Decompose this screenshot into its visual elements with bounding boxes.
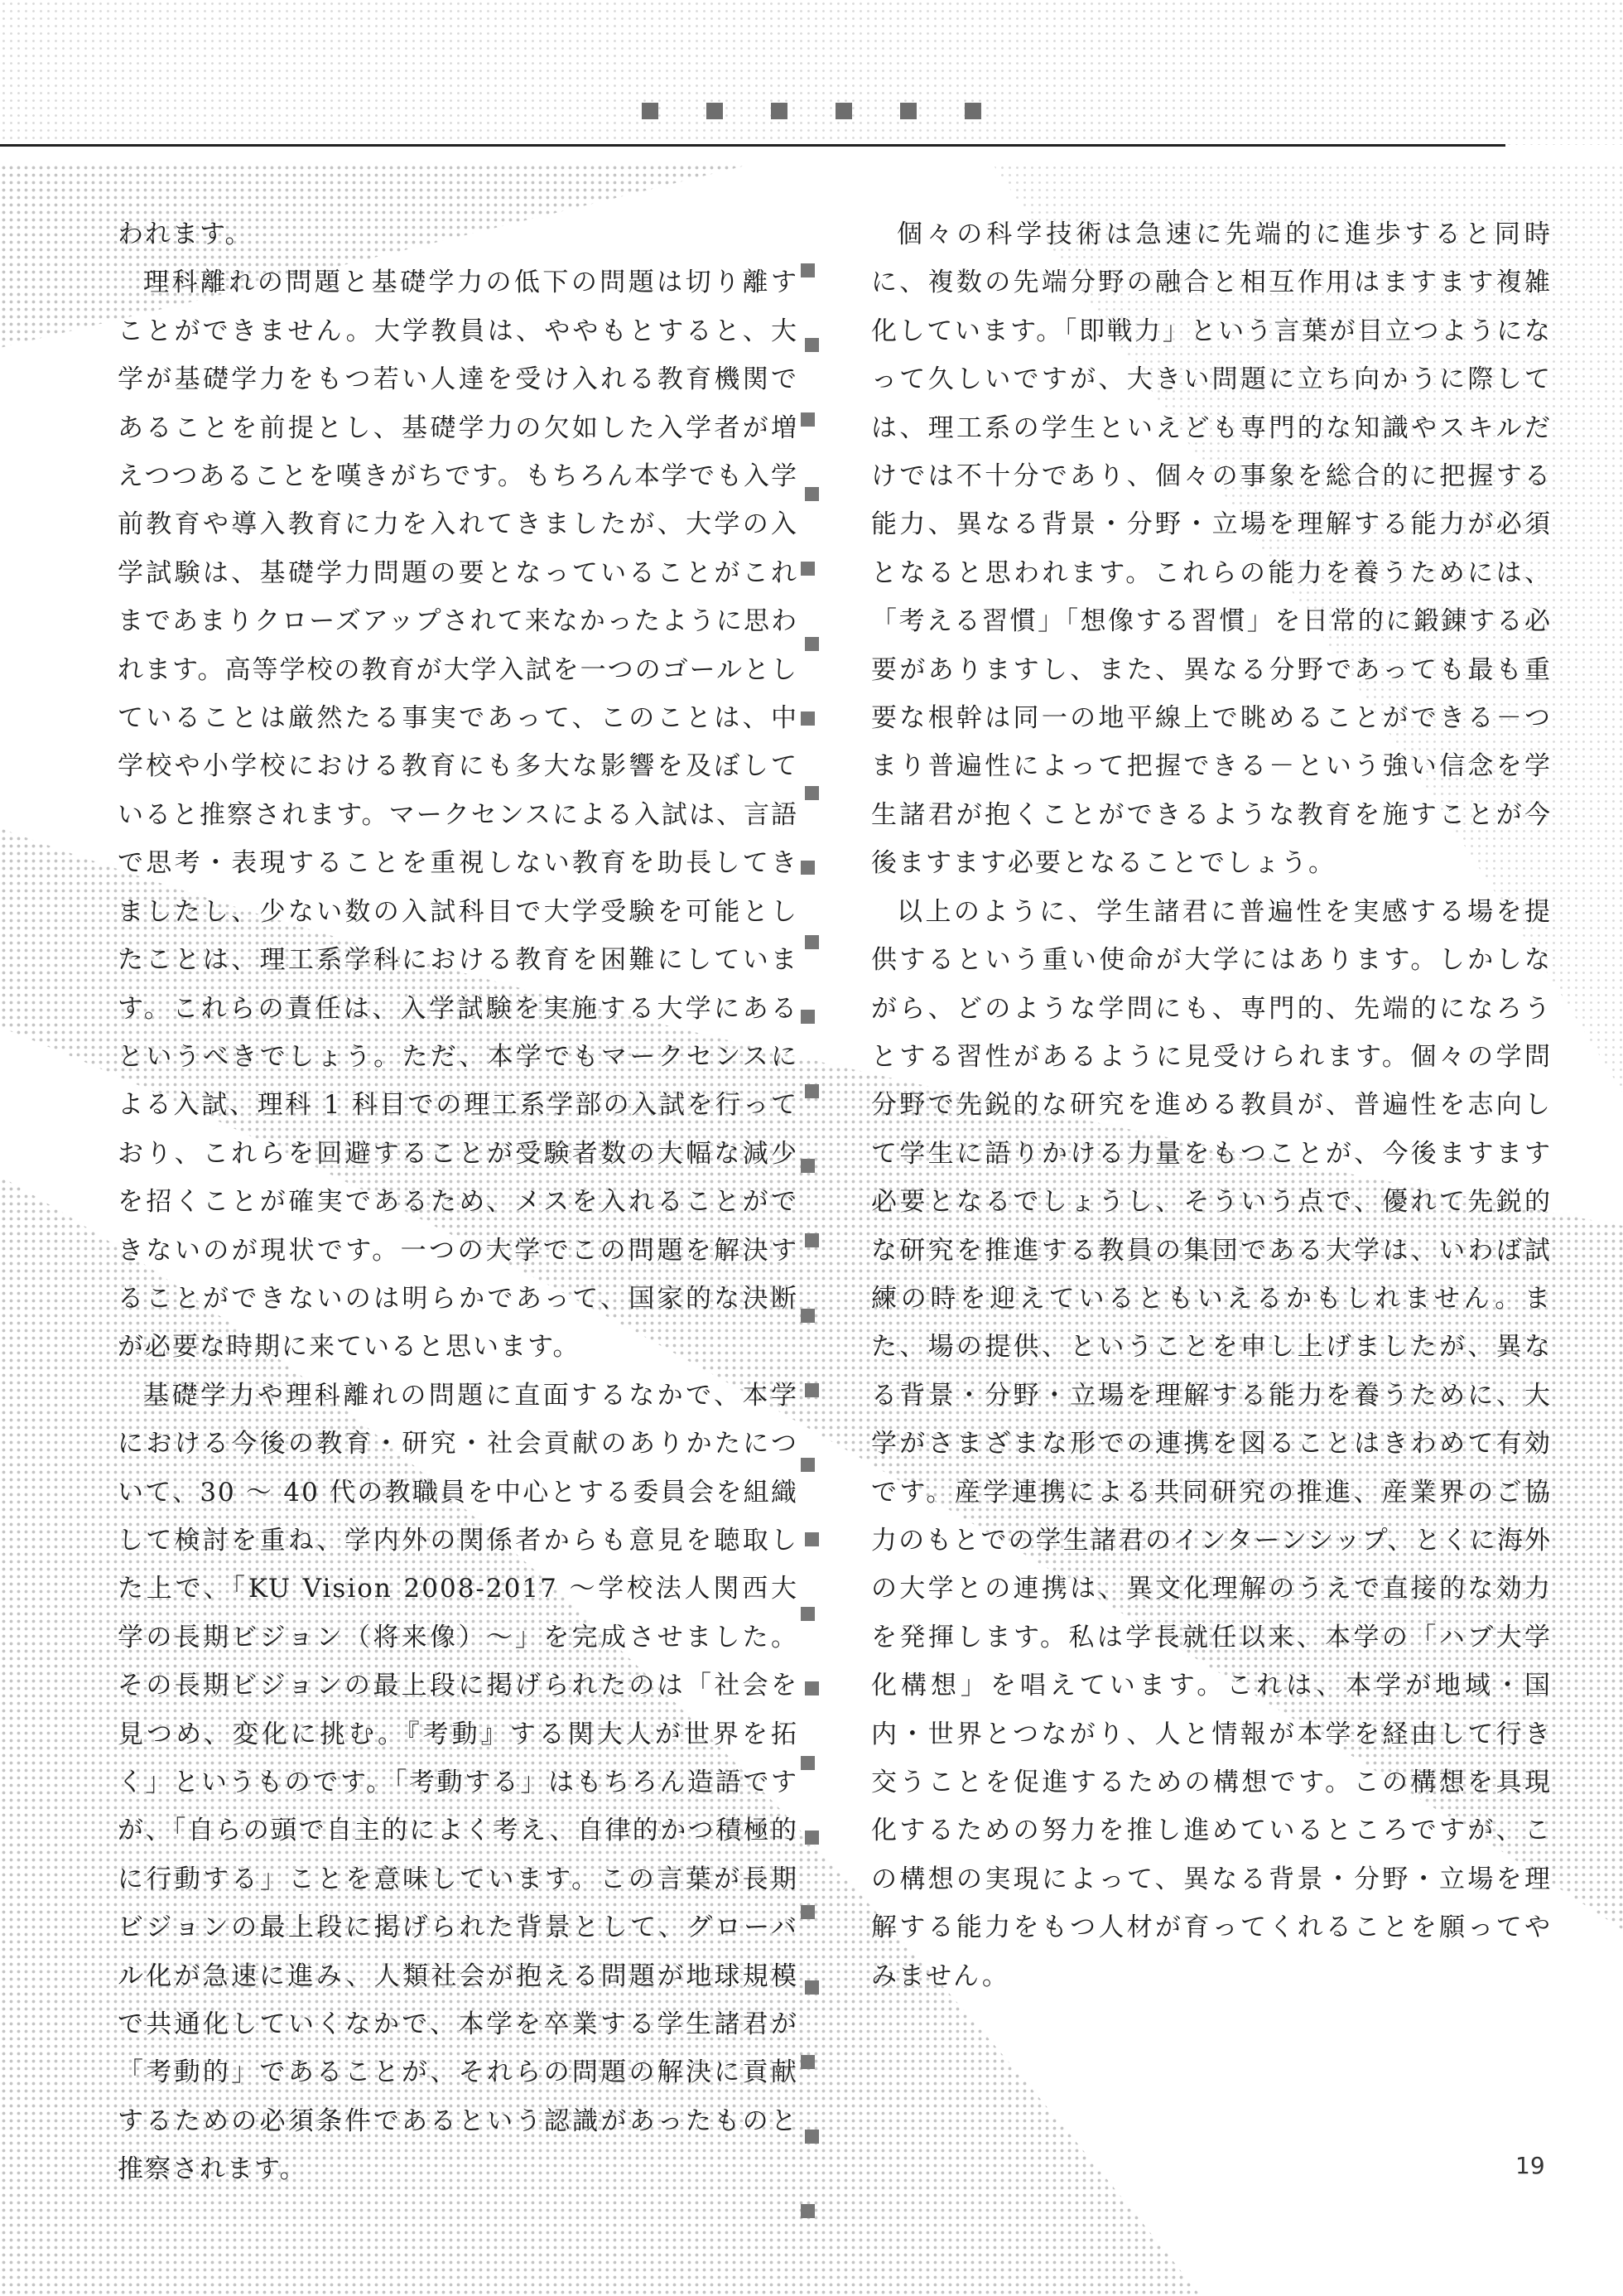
separator-square [805, 2130, 819, 2144]
separator-square [801, 1756, 815, 1770]
right-column [871, 210, 1552, 2000]
header-square-4 [836, 103, 852, 119]
paragraph: われます。 [118, 219, 253, 249]
separator-square [801, 711, 815, 726]
separator-square [805, 338, 819, 352]
separator-square [805, 786, 819, 800]
separator-square [805, 935, 819, 949]
header-square-2 [706, 103, 723, 119]
page-number: 19 [1515, 2152, 1545, 2179]
separator-square [801, 2204, 815, 2218]
separator-square [805, 1084, 819, 1098]
paragraph: 理科離れの問題と基礎学力の低下の問題は切り離すことができません。大学教員は、ややもとすると、大学が基礎学力をもつ若い人達を受け入れる教育機関であることを前提とし、基礎学力の欠如した入学者が増えつつあることを嘆きがちです。もちろん本学でも入学前教育や導入教育に力を入れてきましたが、大学の入学試験は、基礎学力問題の要となっていることがこれまであまりクローズアップされて来なかったように思われます。高等学校の教育が大学入試を一つのゴールとしていることは厳然たる事実であって、このことは、中学校や小学校における教育にも多大な影響を及ぼしていると推察されます。マークセンスによる入試は、言語で思考・表現することを重視しない教育を助長してきましたし、少ない数の入試科目で大学受験を可能としたことは、理工系学科における教育を困難にしています。これらの責任は、入学試験を実施する大学にあるというべきでしょう。ただ、本学でもマークセンスによる入試、理科 1 科目での理工系学部の入試を行っており、これらを回避することが受験者数の大幅な減少を招くことが確実であるため、メスを入れることができないのが現状です。一つの大学でこの問題を解決することができないのは明らかであって、国家的な決断が必要な時期に来ていると思います。 [118, 268, 798, 1363]
separator-square [805, 637, 819, 651]
column-separator [801, 263, 822, 2218]
header-square-1 [642, 103, 658, 119]
separator-square [801, 1159, 815, 1173]
separator-square [801, 861, 815, 875]
separator-square [805, 1681, 819, 1695]
paragraph: 基礎学力や理科離れの問題に直面するなかで、本学における今後の教育・研究・社会貢献のありかたについて、30 ～ 40 代の教職員を中心とする委員会を組織して検討を重ね、学内外の関係者からも意見を聴取した上で、「KU Vision 2008-2017 ～学校法人関西大学の長期ビジョン（将来像）～」を完成させました。その長期ビジョンの最上段に掲げられたのは「社会を見つめ、変化に挑む。『考動』する関大人が世界を拓く」というものです。「考動する」はもちろん造語ですが、「自らの頭で自主的によく考え、自律的かつ積極的に行動する」ことを意味しています。この言葉が長期ビジョンの最上段に掲げられた背景として、グローバル化が急速に進み、人類社会が抱える問題が地球規模で共通化していくなかで、本学を卒業する学生諸君が「考動的」であることが、それらの問題の解決に貢献するための必須条件であるという認識があったものと推察されます。 [118, 1380, 798, 2185]
paragraph: 個々の科学技術は急速に先端的に進歩すると同時に、複数の先端分野の融合と相互作用はますます複雑化しています。「即戦力」という言葉が目立つようになって久しいですが、大きい問題に立ち向かうに際しては、理工系の学生といえども専門的な知識やスキルだけでは不十分であり、個々の事象を総合的に把握する能力、異なる背景・分野・立場を理解する能力が必須となると思われます。これらの能力を養うためには、「考える習慣」「想像する習慣」を日常的に鍛錬する必要がありますし、また、異なる分野であっても最も重要な根幹は同一の地平線上で眺めることができる－つまり普遍性によって把握できる－という強い信念を学生諸君が抱くことができるような教育を施すことが今後ますます必要となることでしょう。 [871, 219, 1552, 879]
left-column [118, 210, 798, 2194]
separator-square [801, 1905, 815, 1919]
separator-square [805, 1233, 819, 1247]
separator-square [805, 487, 819, 501]
separator-square [801, 1458, 815, 1472]
header-square-5 [900, 103, 917, 119]
separator-square [801, 1607, 815, 1621]
separator-square [805, 1980, 819, 1995]
header-rule [0, 144, 1505, 147]
separator-square [801, 1309, 815, 1323]
separator-square [801, 412, 815, 427]
separator-square [801, 263, 815, 277]
separator-square [805, 1831, 819, 1845]
header-decoration [0, 103, 1623, 128]
paragraph: 以上のように、学生諸君に普遍性を実感する場を提供するという重い使命が大学にはあります。しかしながら、どのような学問にも、専門的、先端的になろうとする習性があるように見受けられます。個々の学問分野で先鋭的な研究を進める教員が、普遍性を志向して学生に語りかける力量をもつことが、今後ますます必要となるでしょうし、そういう点で、優れて先鋭的な研究を推進する教員の集団である大学は、いわば試練の時を迎えているともいえるかもしれません。また、場の提供、ということを申し上げましたが、異なる背景・分野・立場を理解する能力を養うために、大学がさまざまな形での連携を図ることはきわめて有効です。産学連携による共同研究の推進、産業界のご協力のもとでの学生諸君のインターンシップ、とくに海外の大学との連携は、異文化理解のうえで直接的な効力を発揮します。私は学長就任以来、本学の「ハブ大学化構想」を唱えています。これは、本学が地域・国内・世界とつながり、人と情報が本学を経由して行き交うことを促進するための構想です。この構想を具現化するための努力を推し進めているところですが、この構想の実現によって、異なる背景・分野・立場を理解する能力をもつ人材が育ってくれることを願ってやみません。 [871, 896, 1552, 1991]
header-square-3 [771, 103, 787, 119]
separator-square [801, 562, 815, 576]
separator-square [805, 1383, 819, 1397]
separator-square [801, 1010, 815, 1024]
header-square-6 [965, 103, 981, 119]
separator-square [801, 2055, 815, 2069]
separator-square [805, 1532, 819, 1546]
